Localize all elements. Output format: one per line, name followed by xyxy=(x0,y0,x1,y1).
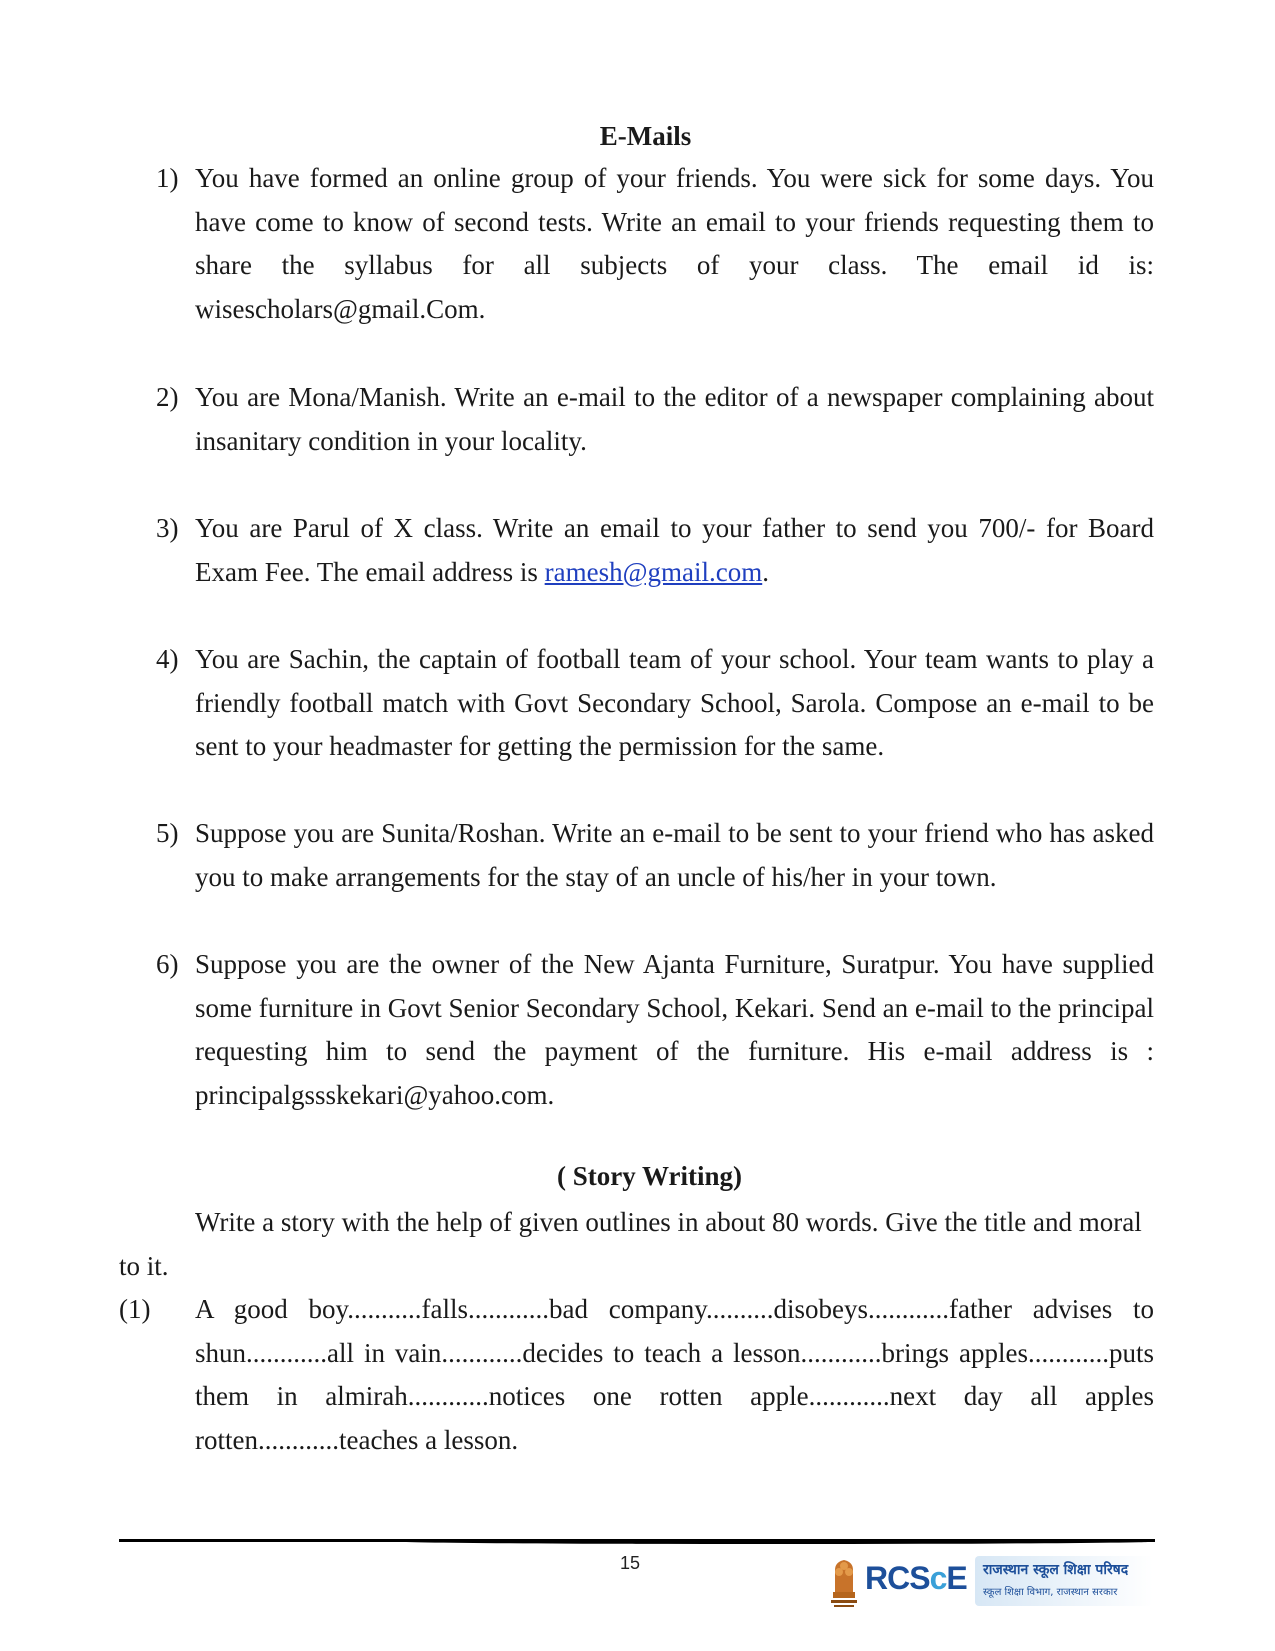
story-instructions: Write a story with the help of given outlines in about 80 words. Give the title and moral to it. xyxy=(119,1207,1142,1281)
email-question-2 xyxy=(156,376,1154,463)
logo-tagline-secondary: स्कूल शिक्षा विभाग, राजस्थान सरकार xyxy=(983,1587,1118,1598)
email-question-6 xyxy=(156,943,1154,1117)
question-text: You are Mona/Manish. Write an e-mail to the editor of a newspaper complaining about insanitary condition in your locality. xyxy=(195,382,1154,456)
email-question-5 xyxy=(156,812,1154,899)
question-text: You are Sachin, the captain of football team of your school. Your team wants to play a friendly football match with Govt Secondary School, Sarola. Compose an e-mail to be sent to your headmaster for getting the permission for the same. xyxy=(195,644,1154,761)
footer-divider xyxy=(119,1539,1155,1543)
question-number: 1) xyxy=(156,163,179,193)
section-heading-story-writing: ( Story Writing) xyxy=(557,1161,742,1191)
rcsce-logo xyxy=(825,1552,1155,1612)
story-outline-text: A good boy...........falls............bad company..........disobeys............father advises to shun............all in vain............decides to teach a lesson............brings apples............puts them in almirah............notices one rotten apple............next day all apples rotten............teaches a lesson. xyxy=(195,1294,1154,1455)
email-address-link[interactable]: ramesh@gmail.com xyxy=(544,556,763,587)
logo-tagline-box xyxy=(975,1556,1153,1606)
national-emblem-icon xyxy=(825,1552,863,1610)
logo-tagline-primary: राजस्थान स्कूल शिक्षा परिषद xyxy=(983,1562,1129,1578)
email-question-3 xyxy=(156,507,1154,594)
question-text xyxy=(195,507,1154,594)
email-question-4 xyxy=(156,638,1154,769)
story-outline-1 xyxy=(119,1288,1154,1462)
section-heading-emails: E-Mails xyxy=(599,121,692,151)
question-number: 3) xyxy=(156,513,179,543)
question-text-after-link: . xyxy=(762,556,769,587)
question-number: 6) xyxy=(156,949,179,979)
question-number: 5) xyxy=(156,818,179,848)
email-question-1 xyxy=(156,157,1154,331)
question-text-before-link: You are Parul of X class. Write an email to your father to send you 700/- for Board Exam Fee. The email address is xyxy=(195,513,1154,587)
question-number: 4) xyxy=(156,644,179,674)
question-text: Suppose you are Sunita/Roshan. Write an e-mail to be sent to your friend who has asked you to make arrangements for the stay of an uncle of his/her in your town. xyxy=(195,818,1154,892)
question-text: You have formed an online group of your friends. You were sick for some days. You have come to know of second tests. Write an email to your friends requesting them to share the syllabus for all subjects of your class. The email id is: wisescholars@gmail.Com. xyxy=(195,163,1154,324)
question-text: Suppose you are the owner of the New Ajanta Furniture, Suratpur. You have supplied some furniture in Govt Senior Secondary School, Kekari. Send an e-mail to the principal requesting him to send the payment of the furniture. His e-mail address is : principalgssskekari@yahoo.com. xyxy=(195,949,1155,1110)
page-number: 15 xyxy=(620,1553,641,1573)
question-number: 2) xyxy=(156,382,179,412)
story-outline-number: (1) xyxy=(119,1294,151,1324)
logo-wordmark: RCScE xyxy=(865,1560,967,1596)
